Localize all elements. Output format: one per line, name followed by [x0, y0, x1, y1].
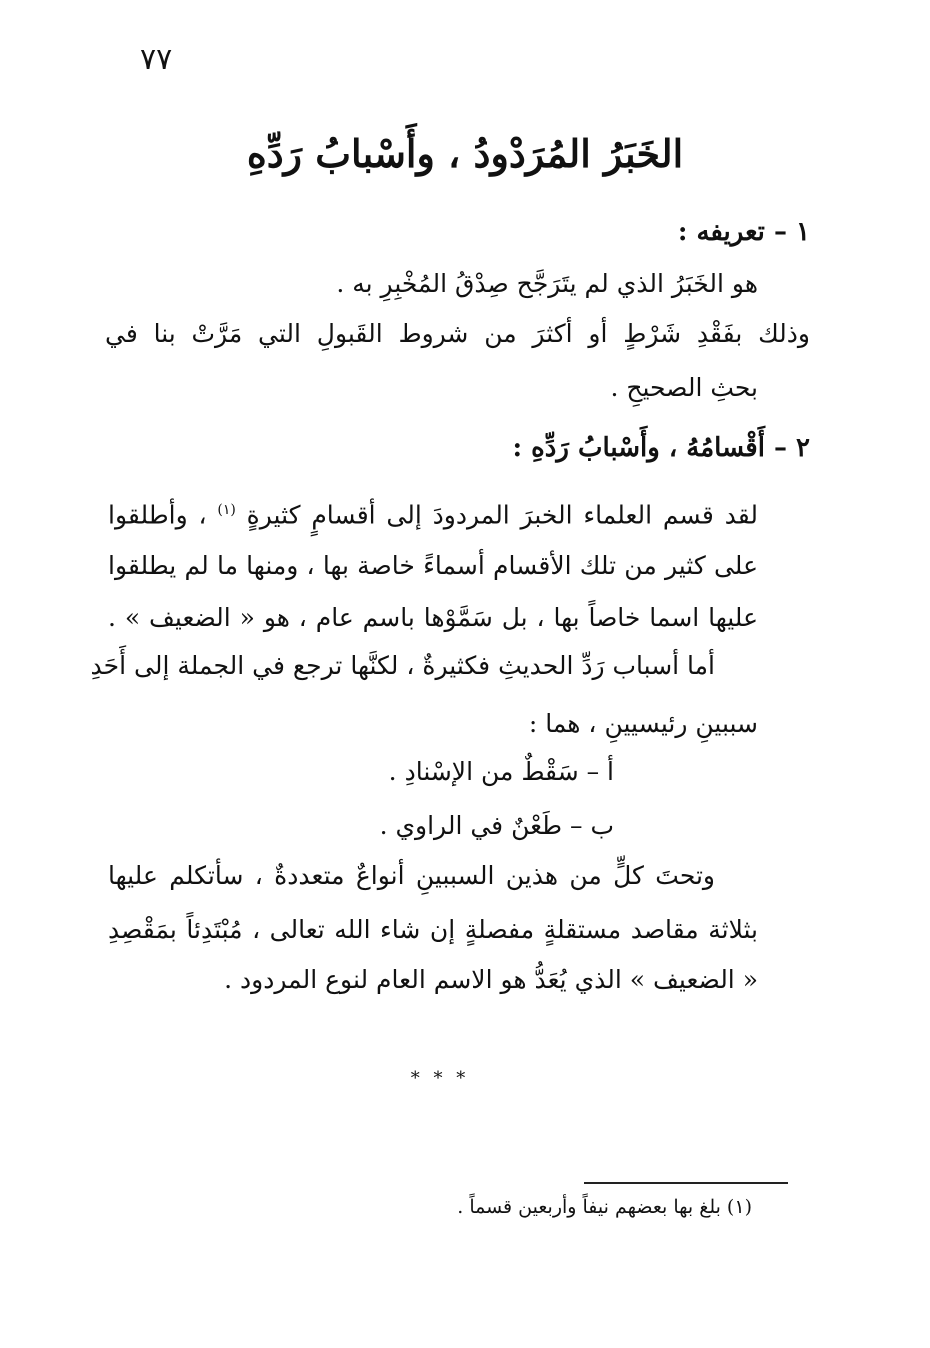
footnote-reference: (١) [217, 502, 236, 518]
reason-item-b: ب – طَعْنٌ في الراوي . [379, 811, 614, 840]
section1-line-2: وذلك بفَقْدِ شَرْطٍ أو أكثرَ من شروط القَبولِ التي مَرَّتْ بنا في [105, 319, 810, 348]
section1-line-3: بحثِ الصحيحِ . [610, 373, 758, 402]
section2-line-2: على كثير من تلك الأقسام أسماءً خاصة بها ، ومنها ما لم يطلقوا [108, 551, 758, 580]
page-number: ٧٧ [140, 42, 173, 77]
closing-line-3: « الضعيف » الذي يُعَدُّ هو الاسم العام لنوع المردود . [224, 965, 758, 994]
section2-line-1 [108, 490, 758, 535]
footnote-divider [584, 1182, 788, 1184]
section2-line-1-text: لقد قسم العلماء الخبرَ المردودَ إلى أقسامٍ كثيرةٍ [246, 500, 758, 530]
section1-line-1: هو الخَبَرُ الذي لم يتَرَجَّح صِدْقُ المُخْبِرِ به . [336, 269, 758, 298]
chapter-title: الخَبَرُ المُرَدْودُ ، وأَسْبابُ رَدِّهِ [246, 131, 684, 176]
section2-line-1-tail: ، وأطلقوا [108, 500, 207, 530]
section-separator: * * * [410, 1068, 470, 1089]
closing-line-2: بثلاثة مقاصد مستقلةٍ مفصلةٍ إن شاء الله تعالى ، مُبْتَدِئاً بمَقْصِدِ [108, 915, 758, 944]
section1-heading: ١ – تعريفه : [677, 217, 810, 247]
section2-heading: ٢ – أَقْسامُهُ ، وأَسْبابُ رَدِّهِ : [512, 433, 810, 463]
closing-line-1: وتحتَ كلٍّ من هذين السببينِ أنواعٌ متعددةٌ ، سأتكلم عليها [108, 861, 715, 890]
section2-line-5: سببينِ رئيسيينِ ، هما : [528, 709, 758, 738]
section2-line-4: أما أسباب رَدِّ الحديثِ فكثيرةٌ ، لكنَّها ترجع في الجملة إلى أَحَدِ [90, 651, 715, 680]
reason-item-a: أ – سَقْطٌ من الإسْنادِ . [388, 757, 614, 786]
section2-line-3: عليها اسما خاصاً بها ، بل سَمَّوْها باسم عام ، هو « الضعيف » . [108, 603, 758, 632]
footnote: (١) بلغ بها بعضهم نيفاً وأربعين قسماً . [457, 1196, 752, 1218]
